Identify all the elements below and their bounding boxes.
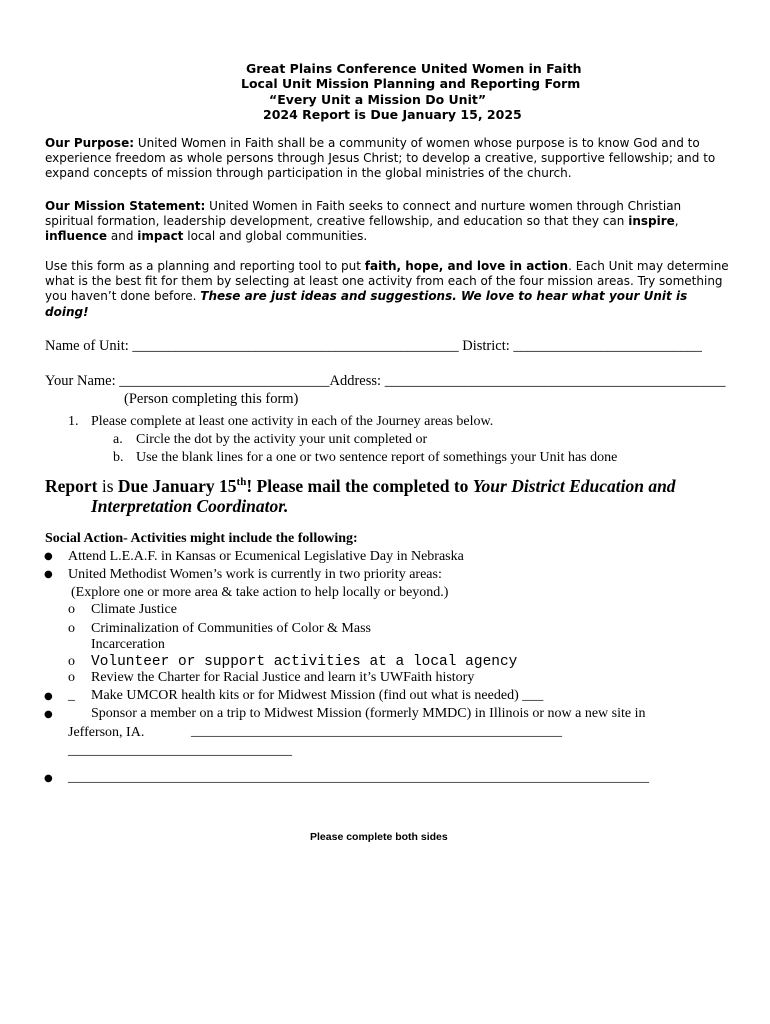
your-name-row: [45, 373, 725, 390]
social-item-priority-note: (Explore one or more area & take action to help locally or beyond.): [71, 585, 449, 600]
header-line-1: Great Plains Conference United Women in Faith: [246, 61, 582, 76]
social-item-umcor: Make UMCOR health kits or for Midwest Mission (find out what is needed) ___: [91, 688, 544, 703]
social-item-umcor-prefix: _: [68, 688, 75, 703]
instruction-item-a-num: a.: [113, 432, 123, 447]
instruction-item-1: Please complete at least one activity in each of the Journey areas below.: [91, 414, 494, 429]
usage-bold-a: faith, hope, and love in action: [364, 259, 569, 273]
social-action-heading: Social Action- Activities might include the following:: [45, 531, 358, 546]
instruction-item-a: Circle the dot by the activity your unit completed or: [136, 432, 428, 447]
sponsor-report-line-2[interactable]: ________________________________: [68, 743, 292, 758]
purpose-text: United Women in Faith shall be a community of women whose purpose is to know God and to experience freedom as whole persons through Jesus Christ; to develop a creative, supportive fellowship; and to expand concepts of mission through participation in the global ministries of the church.: [45, 136, 716, 181]
mission-comma: ,: [674, 214, 679, 229]
sub-item-marker: o: [68, 621, 75, 636]
mission-word-inspire: inspire: [628, 214, 675, 229]
address-label: Address:: [329, 373, 382, 389]
sub-item-climate-justice: Climate Justice: [91, 602, 177, 617]
mission-word-influence: influence: [45, 229, 108, 244]
unit-name-row: [45, 338, 702, 355]
due-report-word: Report: [45, 476, 98, 496]
your-name-field[interactable]: _____________________________: [119, 373, 330, 389]
due-rest: ! Please mail the completed to: [246, 476, 469, 496]
instruction-item-b-num: b.: [113, 450, 124, 465]
footer-note: Please complete both sides: [310, 831, 448, 843]
mission-label: Our Mission Statement:: [45, 199, 206, 213]
sub-item-volunteer: Volunteer or support activities at a local agency: [91, 654, 518, 670]
sub-item-marker: o: [68, 670, 75, 685]
person-note: (Person completing this form): [124, 391, 299, 407]
sub-item-marker: o: [68, 654, 75, 669]
due-date: Due January 15: [117, 476, 237, 496]
instruction-item-1-num: 1.: [68, 414, 79, 429]
social-report-line[interactable]: ___________________________________________________________________________________: [68, 770, 649, 785]
bullet-icon: ●: [44, 709, 53, 720]
due-notice-line-1: [45, 476, 676, 497]
social-item-priority-areas: United Methodist Women’s work is currently in two priority areas:: [68, 567, 442, 582]
due-coordinator-1: Your District Education and: [472, 476, 676, 496]
your-name-label: Your Name:: [45, 373, 116, 389]
sub-item-marker: o: [68, 602, 75, 617]
header-line-2: Local Unit Mission Planning and Reporting Form: [241, 76, 581, 91]
unit-name-label: Name of Unit:: [45, 338, 129, 354]
header-line-3: “Every Unit a Mission Do Unit”: [269, 92, 487, 107]
sub-item-criminalization: Criminalization of Communities of Color & Mass: [91, 621, 371, 636]
bullet-icon: ●: [44, 773, 53, 784]
purpose-paragraph: [45, 136, 730, 182]
mission-word-impact: impact: [137, 229, 184, 244]
mission-text-b: local and global communities.: [187, 229, 368, 244]
usage-paragraph: [45, 259, 730, 320]
bullet-icon: ●: [44, 569, 53, 580]
due-is-word: is: [101, 476, 114, 496]
sub-item-charter: Review the Charter for Racial Justice and learn it’s UWFaith history: [91, 670, 475, 685]
mission-and: and: [110, 229, 134, 244]
address-field[interactable]: _______________________________________________: [384, 373, 726, 389]
bullet-icon: ●: [44, 551, 53, 562]
due-coordinator-2: Interpretation Coordinator.: [91, 496, 289, 516]
social-item-leaf: Attend L.E.A.F. in Kansas or Ecumenical Legislative Day in Nebraska: [68, 549, 464, 564]
district-label: District:: [462, 338, 510, 354]
social-item-sponsor-cont: Jefferson, IA.: [68, 725, 145, 740]
mission-paragraph: [45, 199, 730, 245]
mission-text-a: United Women in Faith seeks to connect and nurture women through Christian spiritual formation, leadership development, creative fellowship, and education so that they can: [45, 199, 682, 229]
header-line-4: 2024 Report is Due January 15, 2025: [263, 107, 522, 122]
due-notice-line-2: [91, 496, 288, 517]
sponsor-report-line[interactable]: _____________________________________________________: [191, 724, 562, 739]
due-date-suffix: th: [236, 476, 247, 489]
usage-text-b: . Each Unit may determine what is the best fit for them by selecting at least one activity from each of the four mission areas. Try something you haven’t done before.: [45, 259, 729, 304]
district-field[interactable]: __________________________: [513, 338, 702, 354]
usage-bold-italic: These are just ideas and suggestions. We love to hear what your Unit is doing!: [45, 289, 688, 319]
unit-name-field[interactable]: _____________________________________________: [132, 338, 459, 354]
purpose-label: Our Purpose:: [45, 136, 135, 150]
social-item-sponsor: Sponsor a member on a trip to Midwest Mission (formerly MMDC) in Illinois or now a new site in: [91, 706, 646, 721]
usage-text-a: Use this form as a planning and reporting tool to put: [45, 259, 361, 273]
sub-item-criminalization-cont: Incarceration: [91, 637, 165, 652]
bullet-icon: ●: [44, 691, 53, 702]
instruction-item-b: Use the blank lines for a one or two sentence report of somethings your Unit has done: [136, 450, 618, 465]
